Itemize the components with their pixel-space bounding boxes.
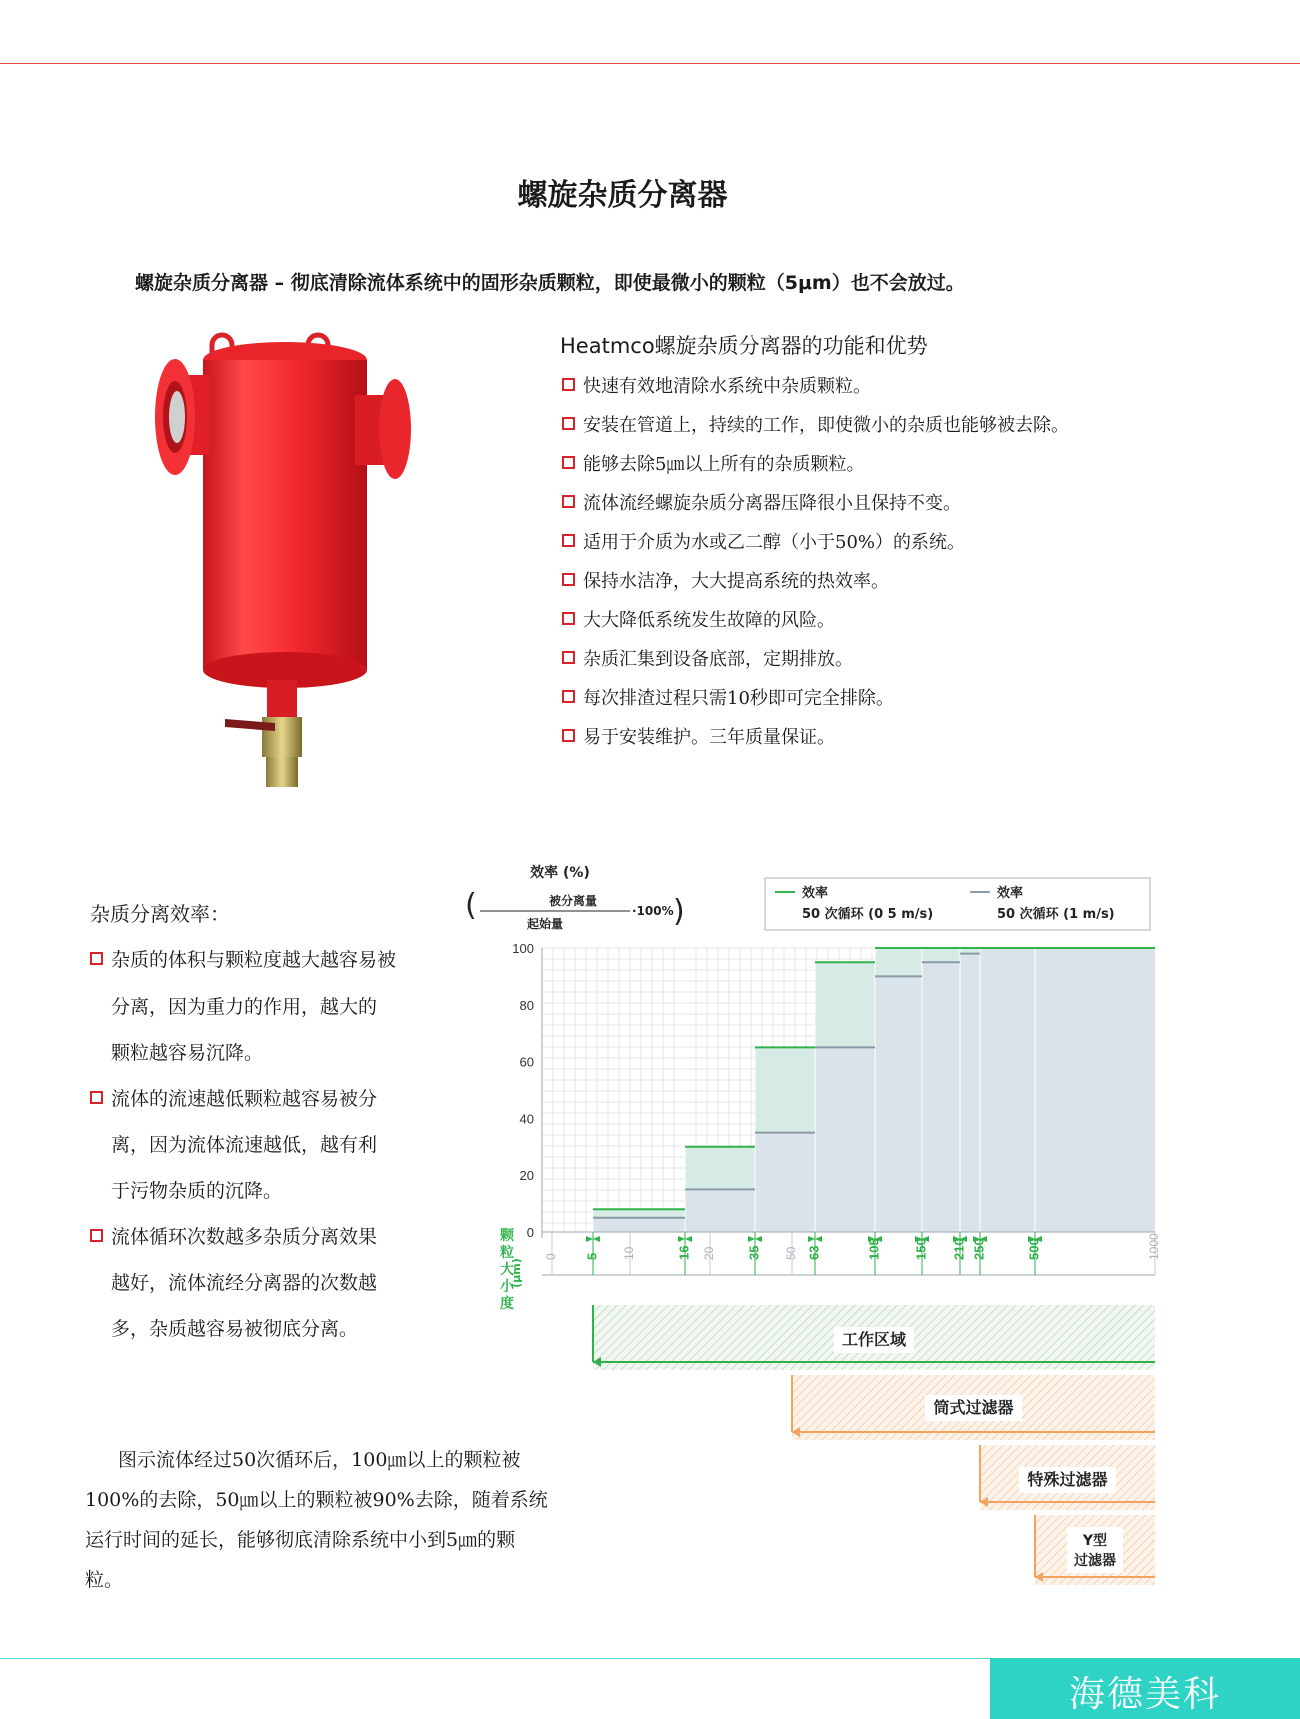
x-tick-label: 500 [1026, 1238, 1042, 1260]
x-tick-arrow [593, 1236, 600, 1242]
bullet-square-icon [90, 1229, 103, 1242]
efficiency-area-grey [815, 1047, 875, 1232]
bullet-square-icon [562, 612, 575, 625]
x-tick-arrow [755, 1236, 762, 1242]
brand-footer [990, 1658, 1300, 1719]
formula-numerator: 被分离量 [548, 894, 598, 908]
x-tick-label: 0 [544, 1253, 559, 1260]
efficiency-item-line: 多，杂质越容易被彻底分离。 [111, 1318, 359, 1340]
bullet-square-icon [562, 495, 575, 508]
y-tick-label: 40 [519, 1111, 534, 1127]
description-line: 粒。 [85, 1569, 124, 1591]
range-label: 筒式过滤器 [933, 1398, 1014, 1417]
feature-item: 保持水洁净，大大提高系统的热效率。 [562, 567, 889, 593]
bullet-square-icon [562, 456, 575, 469]
x-tick-label: 63 [806, 1245, 822, 1260]
bullet-square-icon [562, 378, 575, 391]
feature-item: 每次排渣过程只需10秒即可完全排除。 [562, 684, 894, 710]
x-axis-label: 小 [500, 1279, 514, 1295]
range-label: Y型 [1082, 1533, 1108, 1549]
feature-item: 快速有效地清除水系统中杂质颗粒。 [562, 372, 871, 398]
efficiency-item-line: 离，因为流体流速越低，越有利 [111, 1134, 378, 1156]
x-axis-label: 度 [500, 1296, 514, 1312]
formula-factor: ·100% [632, 904, 674, 918]
feature-item: 能够去除5㎛以上所有的杂质颗粒。 [562, 450, 864, 476]
bullet-square-icon [562, 534, 575, 547]
y-tick-label: 0 [526, 1225, 534, 1240]
x-axis-label: 颗 [500, 1228, 514, 1244]
y-axis-label: 效率 (%) [530, 865, 590, 881]
bullet-square-icon [562, 417, 575, 430]
x-tick-label: 35 [746, 1245, 762, 1260]
x-tick-label: 10 [622, 1246, 637, 1260]
x-tick-label: 150 [913, 1238, 929, 1260]
x-tick-label: 50 [784, 1246, 799, 1260]
separator-product-image [150, 325, 450, 795]
bullet-square-icon [562, 690, 575, 703]
efficiency-title: 杂质分离效率： [90, 902, 230, 926]
x-tick-label: 1000 [1147, 1233, 1162, 1260]
formula-paren-left: ( [465, 888, 477, 923]
feature-item: 安装在管道上，持续的工作，即使微小的杂质也能够被去除。 [562, 411, 1069, 437]
x-axis-unit: (μm) [510, 1258, 523, 1288]
feature-item: 大大降低系统发生故障的风险。 [562, 606, 835, 632]
efficiency-chart [465, 855, 1180, 1595]
description-line: 运行时间的延长，能够彻底清除系统中小到5㎛的颗 [85, 1529, 516, 1551]
x-tick-label: 16 [676, 1245, 692, 1260]
legend-label: 效率 [802, 886, 829, 901]
bullet-square-icon [90, 952, 103, 965]
x-tick-label: 210 [951, 1238, 967, 1260]
y-tick-label: 80 [519, 997, 534, 1013]
efficiency-area-grey [875, 976, 922, 1232]
x-tick-arrow [815, 1236, 822, 1242]
y-tick-label: 20 [519, 1168, 534, 1184]
bullet-square-icon [562, 729, 575, 742]
description-line: 100%的去除，50㎛以上的颗粒被90%去除，随着系统 [85, 1489, 548, 1511]
x-axis-label: 大 [500, 1262, 514, 1278]
feature-item: 杂质汇集到设备底部，定期排放。 [562, 645, 853, 671]
feature-item: 流体流经螺旋杂质分离器压降很小且保持不变。 [562, 489, 961, 515]
x-tick-arrow [685, 1236, 692, 1242]
efficiency-item-line: 越好，流体流经分离器的次数越 [111, 1272, 378, 1294]
efficiency-area-grey [922, 962, 960, 1232]
range-label: 过滤器 [1074, 1553, 1116, 1569]
description-line: 图示流体经过50次循环后，100㎛以上的颗粒被 [118, 1449, 521, 1471]
x-tick-arrow [808, 1236, 815, 1242]
y-tick-label: 60 [519, 1054, 534, 1070]
y-tick-label: 100 [512, 941, 534, 956]
efficiency-area-grey [755, 1133, 815, 1232]
x-axis-label: 粒 [500, 1245, 514, 1261]
x-tick-label: 250 [971, 1238, 987, 1260]
efficiency-area-grey [685, 1189, 755, 1232]
efficiency-item-line: 分离，因为重力的作用，越大的 [111, 996, 378, 1018]
top-rule [0, 63, 1300, 64]
efficiency-item-line: 颗粒越容易沉降。 [111, 1042, 264, 1064]
efficiency-area-grey [980, 948, 1155, 1232]
efficiency-item: 杂质的体积与颗粒度越大越容易被 [90, 945, 396, 972]
x-tick-arrow [748, 1236, 755, 1242]
range-label: 工作区域 [841, 1330, 907, 1349]
formula-denominator: 起始量 [526, 917, 564, 931]
bullet-square-icon [90, 1091, 103, 1104]
x-tick-label: 105 [866, 1238, 882, 1260]
brand-name: 海德美科 [1068, 1674, 1221, 1715]
legend-label: 50 次循环 (0 5 m/s) [802, 907, 934, 922]
feature-item: 适用于介质为水或乙二醇（小于50%）的系统。 [562, 528, 965, 554]
bullet-square-icon [562, 651, 575, 664]
efficiency-item-line: 于污物杂质的沉降。 [111, 1180, 283, 1202]
bullet-square-icon [562, 573, 575, 586]
feature-item: 易于安装维护。三年质量保证。 [562, 723, 835, 749]
efficiency-area-grey [593, 1218, 685, 1232]
intro-text: 螺旋杂质分离器 – 彻底清除流体系统中的固形杂质颗粒，即使最微小的颗粒（5μm）也不会放过。 [135, 272, 965, 294]
x-tick-label: 20 [702, 1246, 717, 1260]
range-label: 特殊过滤器 [1027, 1470, 1108, 1489]
features-title: Heatmco螺旋杂质分离器的功能和优势 [560, 334, 928, 358]
x-tick-arrow [678, 1236, 685, 1242]
x-tick-label: 5 [584, 1252, 600, 1260]
x-tick-arrow [586, 1236, 593, 1242]
legend-label: 效率 [997, 886, 1024, 901]
page-title: 螺旋杂质分离器 [517, 178, 728, 213]
efficiency-item: 流体循环次数越多杂质分离效果 [90, 1222, 377, 1249]
efficiency-area-grey [960, 954, 980, 1232]
legend-label: 50 次循环 (1 m/s) [997, 907, 1115, 922]
efficiency-item: 流体的流速越低颗粒越容易被分 [90, 1084, 377, 1111]
formula-paren-right: ) [673, 894, 685, 929]
